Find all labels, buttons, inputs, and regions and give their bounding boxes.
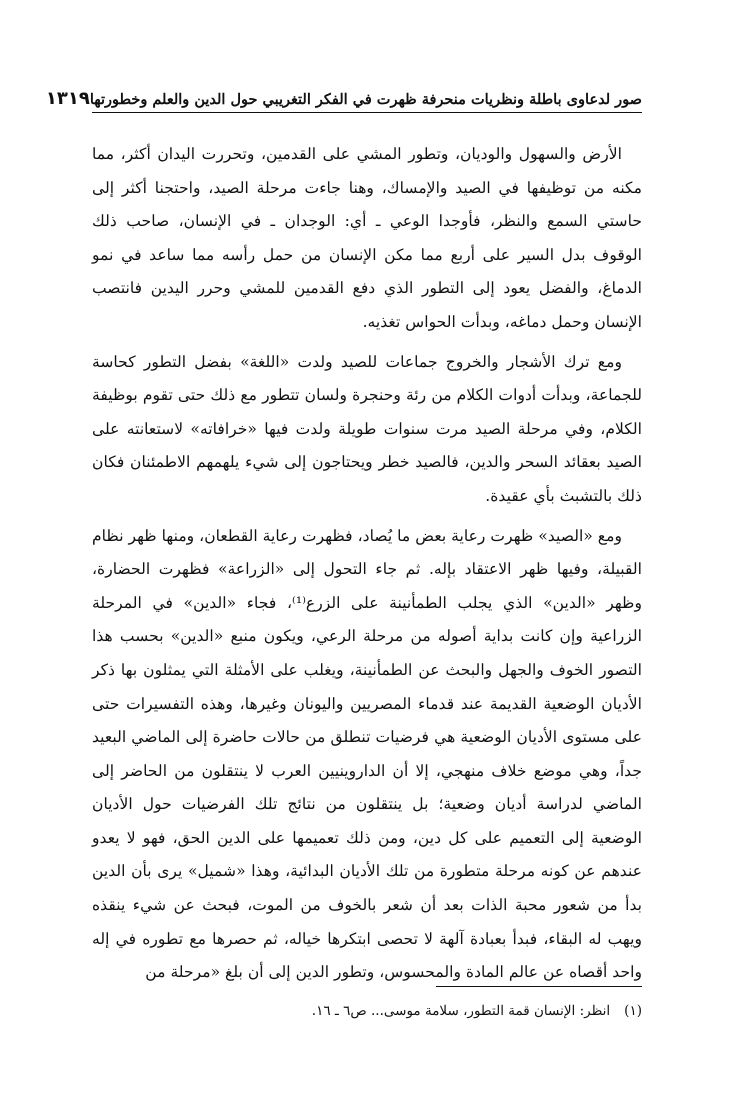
footnote-marker: (١) xyxy=(624,1003,642,1019)
paragraph: ومع «الصيد» ظهرت رعاية بعض ما يُصاد، فظهرت رعاية القطعان، ومنها ظهر نظام القبيلة، وفيها ظهر الاعتقاد بإله. ثم جاء التحول إلى «الزراعة» فظهرت الحضارة، وظهر «الدين» الذي يجلب الطمأنينة على الزرع⁽¹⁾، فجاء «الدين» في المرحلة الزراعية وإن كانت بداية أصوله من مرحلة الرعي، ويكون منبع «الدين» بحسب هذا التصور الخوف والجهل والبحث عن الطمأنينة، ويغلب على الأمثلة التي يمثلون بها ذكر الأديان الوضعية القديمة عند قدماء المصريين واليونان وغيرها، وهذه التفسيرات حتى على مستوى الأديان الوضعية هي فرضيات تنطلق من حالات حاضرة إلى الماضي البعيد جداً، وهي موضع خلاف منهجي، إلا أن الداروينيين العرب لا ينتقلون من الحاضر إلى الماضي لدراسة أديان وضعية؛ بل ينتقلون من نتائج تلك الفرضيات حول الأديان الوضعية إلى التعميم على كل دين، ومن ذلك تعميمها على الدين الحق، فهو لا يعدو عندهم عن كونه مرحلة متطورة من تلك الأديان البدائية، وهذا «شميل» يرى بأن الدين بدأ من شعور محبة الذات بعد أن شعر بالخوف من الموت، فبحث عن شيء ينقذه ويهب له البقاء، فبدأ بعبادة آلهة لا تحصى ابتكرها خياله، ثم حصرها مع تطوره في إله واحد أقصاه عن عالم المادة والمحسوس، وتطور الدين إلى أن بلغ «مرحلة من xyxy=(92,526,642,982)
paragraph: الأرض والسهول والوديان، وتطور المشي على القدمين، وتحررت اليدان أكثر، مما مكنه من توظيفها في الصيد والإمساك، وهنا جاءت مرحلة الصيد، واحتجنا أكثر إلى حاستي السمع والنظر، فأوجدا الوعي ـ أي: الوجدان ـ في الإنسان، صاحب ذلك الوقوف بدل السير على أربع مما مكن الإنسان من حمل رأسه مما ساعد في نمو الدماغ، والفضل يعود إلى التطور الذي دفع القدمين للمشي وحرر اليدين فانتصب الإنسان وحمل دماغه، وبدأت الحواس تغذيه. xyxy=(92,145,642,331)
footnote-rule xyxy=(436,986,642,987)
paragraph: ومع ترك الأشجار والخروج جماعات للصيد ولدت «اللغة» بفضل التطور كحاسة للجماعة، وبدأت أدوات الكلام من رئة وحنجرة ولسان تتطور مع ذلك حتى تقوم بوظيفة الكلام، وفي مرحلة الصيد مرت سنوات طويلة ولدت فيها «خرافاته» لاستعانته على الصيد بعقائد السحر والدين، فالصيد خطر ويحتاجون إلى شيء يلهمهم الاطمئنان فكان ذلك بالتشبث بأي عقيدة. xyxy=(92,352,642,505)
running-header xyxy=(45,88,642,109)
page-number: ١٣١٩ xyxy=(45,88,90,109)
running-title: صور لدعاوى باطلة ونظريات منحرفة ظهرت في الفكر التغريبي حول الدين والعلم وخطورتها xyxy=(89,91,642,108)
footnote xyxy=(92,1000,642,1022)
header-rule xyxy=(92,112,642,113)
main-text xyxy=(92,138,642,990)
footnote-text: انظر: الإنسان قمة التطور، سلامة موسى... ص٦ ـ ١٦. xyxy=(311,1003,611,1019)
